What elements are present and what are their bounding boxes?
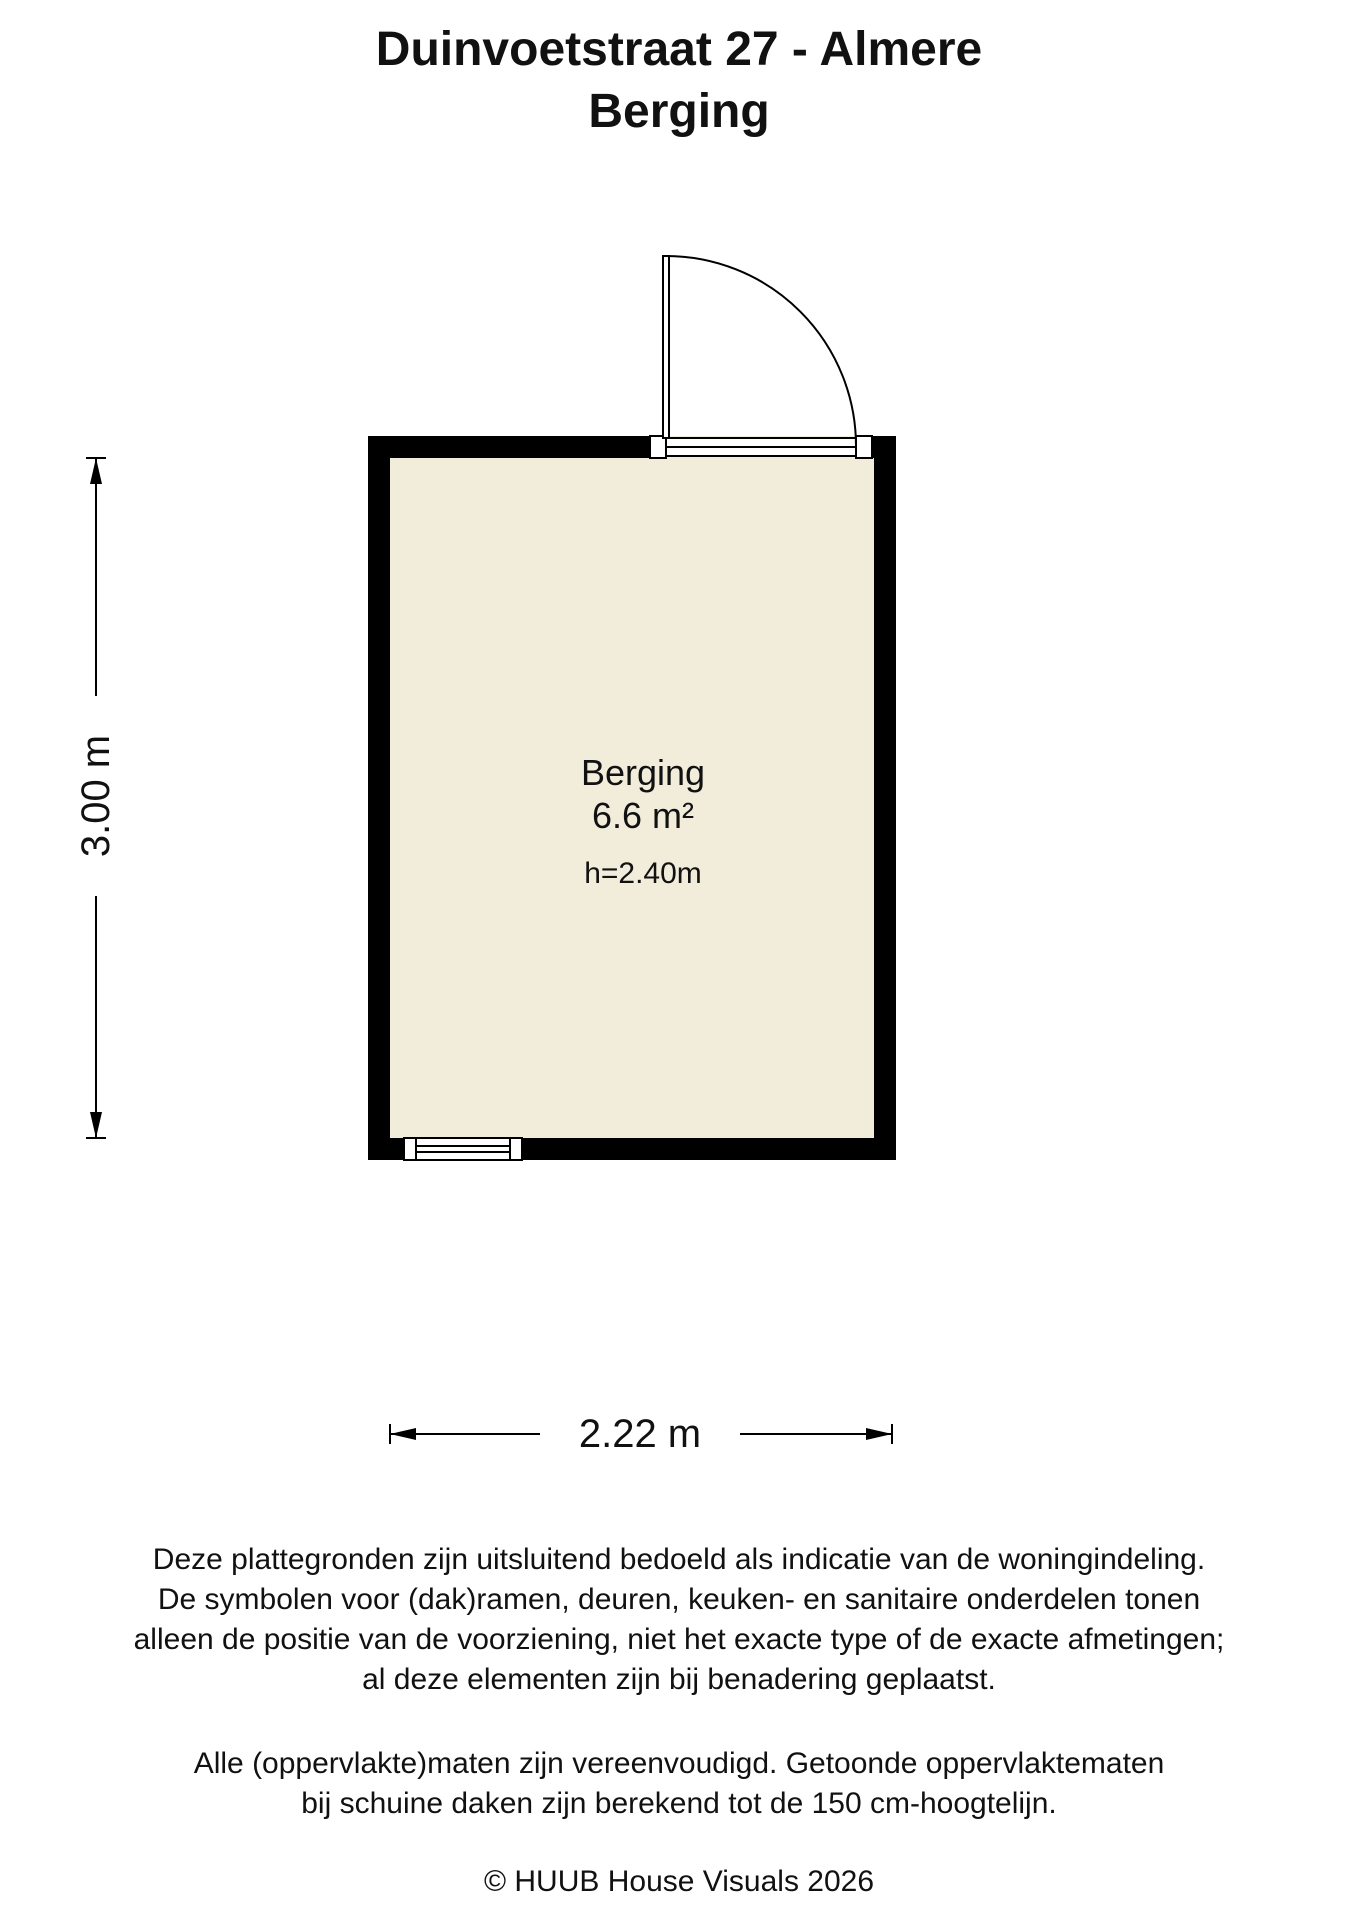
room-name: Berging (580, 752, 706, 793)
door-swing (663, 256, 856, 446)
copyright-notice: © HUUB House Visuals 2026 (483, 1865, 875, 1898)
disclaimer-line: alleen de positie van de voorziening, niet het exacte type of de exacte afmetingen; (133, 1623, 1225, 1656)
disclaimer-line: bij schuine daken zijn berekend tot de 150 cm-hoogtelijn. (301, 1787, 1057, 1820)
window-bottom (404, 1138, 522, 1160)
room-height: h=2.40m (584, 857, 702, 890)
disclaimer-line: De symbolen voor (dak)ramen, deuren, keuken- en sanitaire onderdelen tonen (157, 1583, 1201, 1616)
wall-bottom-left (368, 1138, 404, 1160)
wall-top-left (368, 436, 650, 458)
disclaimer-line: Deze plattegronden zijn uitsluitend bedoeld als indicatie van de woningindeling. (152, 1543, 1206, 1576)
door-threshold (650, 436, 872, 458)
width-dimension-label: 2.22 m (540, 1410, 740, 1458)
disclaimer-paragraph-1 (0, 1540, 1358, 1700)
disclaimer-paragraph-2 (0, 1744, 1358, 1824)
page-title: Duinvoetstraat 27 - Almere (375, 23, 983, 76)
depth-dimension-label: 3.00 m (72, 696, 120, 896)
disclaimer-line: Alle (oppervlakte)maten zijn vereenvoudigd. Getoonde oppervlaktematen (193, 1747, 1165, 1780)
wall-bottom-right (522, 1138, 896, 1160)
room-area: 6.6 m² (591, 795, 695, 836)
page-subtitle: Berging (588, 85, 770, 138)
disclaimer-line: al deze elementen zijn bij benadering geplaatst. (362, 1663, 996, 1696)
